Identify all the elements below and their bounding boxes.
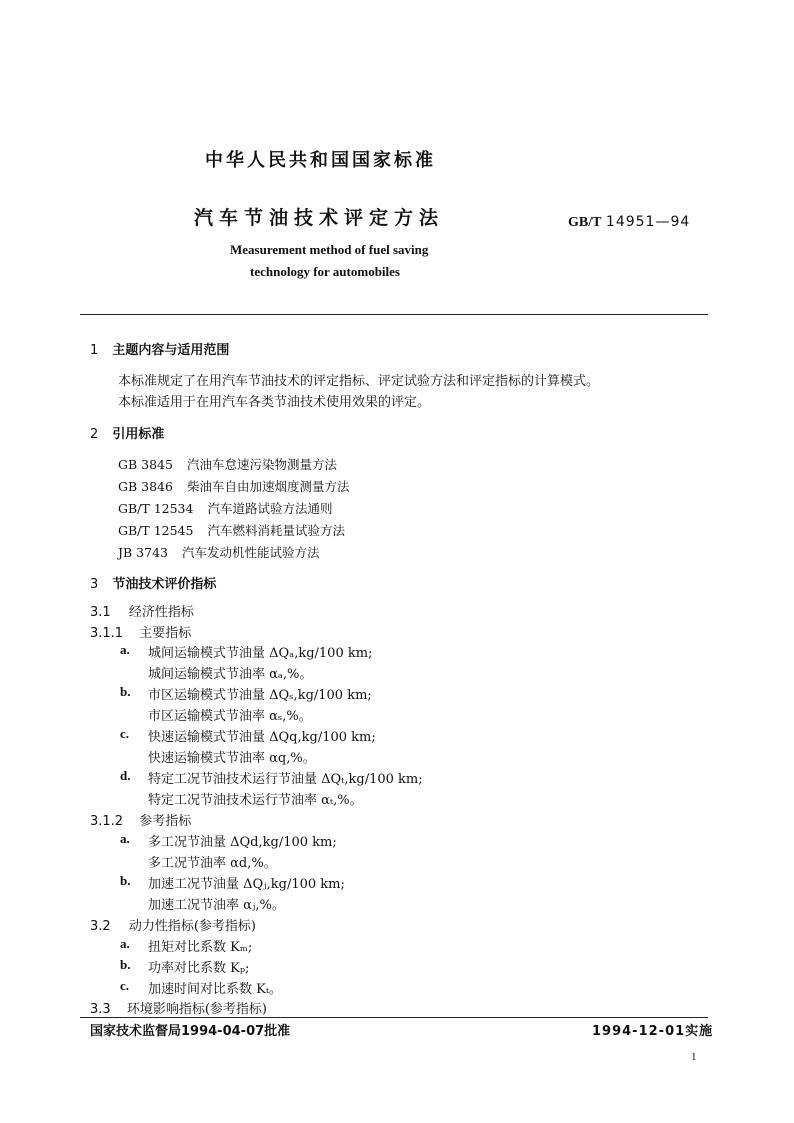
list-item-line: 市区运输模式节油量 ΔQₛ,kg/100 km;	[148, 688, 372, 703]
subsection-3-2-heading	[90, 915, 256, 934]
list-item-label: d.	[120, 768, 131, 783]
list-item-line: 扭矩对比系数 Kₘ;	[148, 940, 253, 955]
document-title-en-line1: Measurement method of fuel saving	[230, 242, 429, 257]
list-item-label: c.	[120, 726, 130, 741]
subsection-3-2-title: 动力性指标(参考指标)	[128, 919, 256, 934]
subsection-3-2-number: 3.2	[90, 919, 111, 934]
section-1-paragraph-2: 本标准适用于在用汽车各类节油技术使用效果的评定。	[118, 395, 431, 410]
list-item-line: 加速工况节油率 αⱼ,%。	[148, 898, 285, 913]
section-2-title: 引用标准	[112, 427, 165, 442]
list-item-line: 功率对比系数 Kₚ;	[148, 961, 250, 976]
list-item-line: 快速运输模式节油率 αq,%。	[148, 751, 316, 766]
reference-code: JB 3743	[118, 545, 168, 560]
section-3-title: 节油技术评价指标	[112, 577, 217, 592]
list-item-label: c.	[120, 978, 130, 993]
reference-code: GB 3846	[118, 479, 173, 494]
subsection-3-1-2-number: 3.1.2	[90, 814, 124, 829]
reference-item	[118, 499, 332, 517]
reference-name: 汽车道路试验方法通则	[207, 501, 333, 516]
standard-code-prefix: GB/T	[568, 215, 602, 230]
list-item-label: a.	[120, 831, 130, 846]
effective-date: 1994-12-01实施	[592, 1024, 714, 1039]
list-item-label: a.	[120, 642, 130, 657]
list-item-line: 多工况节油率 αd,%。	[148, 856, 277, 871]
reference-item	[118, 543, 319, 561]
list-item-line: 加速时间对比系数 Kₜ。	[148, 982, 283, 997]
list-item-line: 快速运输模式节油量 ΔQq,kg/100 km;	[148, 730, 376, 745]
section-1-paragraph-1: 本标准规定了在用汽车节油技术的评定指标、评定试验方法和评定指标的计算模式。	[118, 374, 600, 389]
list-item-line: 城间运输模式节油率 αₐ,%。	[148, 667, 313, 682]
section-2-number: 2	[90, 427, 99, 442]
reference-item	[118, 477, 349, 495]
document-title-cn: 汽车节油技术评定方法	[194, 207, 445, 229]
subsection-3-1-2-title: 参考指标	[139, 814, 192, 829]
list-item-line: 多工况节油量 ΔQd,kg/100 km;	[148, 835, 337, 850]
header-divider	[80, 314, 708, 315]
footer-divider	[80, 1017, 708, 1018]
page-number: 1	[691, 1051, 697, 1063]
subsection-3-3-heading	[90, 998, 267, 1017]
subsection-3-3-title: 环境影响指标(参考指标)	[126, 1002, 267, 1017]
section-1-title: 主题内容与适用范围	[112, 343, 230, 358]
subsection-3-1-1-heading	[90, 622, 191, 641]
approval-line: 国家技术监督局1994-04-07批准	[90, 1024, 291, 1039]
subsection-3-1-heading	[90, 601, 194, 620]
subsection-3-3-number: 3.3	[90, 1002, 111, 1017]
subsection-3-1-number: 3.1	[90, 605, 111, 620]
list-item-label: b.	[120, 957, 131, 972]
reference-code: GB 3845	[118, 457, 173, 472]
section-3-heading	[90, 573, 216, 592]
standard-code	[568, 214, 690, 231]
reference-item	[118, 521, 345, 539]
list-item-label: a.	[120, 936, 130, 951]
list-item-line: 城间运输模式节油量 ΔQₐ,kg/100 km;	[148, 646, 373, 661]
list-item-line: 市区运输模式节油率 αₛ,%。	[148, 709, 312, 724]
national-standard-heading: 中华人民共和国国家标准	[205, 150, 436, 171]
list-item-label: b.	[120, 684, 131, 699]
list-item-line: 特定工况节油技术运行节油率 αₜ,%。	[148, 793, 363, 808]
reference-item	[118, 455, 337, 473]
list-item-line: 加速工况节油量 ΔQⱼ,kg/100 km;	[148, 877, 345, 892]
subsection-3-1-1-number: 3.1.1	[90, 626, 124, 641]
reference-name: 汽油车怠速污染物测量方法	[186, 457, 337, 472]
subsection-3-1-title: 经济性指标	[128, 605, 194, 620]
standard-code-number: 14951—94	[605, 214, 691, 230]
section-2-heading	[90, 423, 164, 442]
section-3-number: 3	[90, 577, 99, 592]
subsection-3-1-2-heading	[90, 810, 191, 829]
section-1-heading	[90, 339, 229, 358]
reference-name: 柴油车自由加速烟度测量方法	[186, 479, 350, 494]
reference-code: GB/T 12534	[118, 501, 194, 516]
reference-name: 汽车发动机性能试验方法	[181, 545, 320, 560]
subsection-3-1-1-title: 主要指标	[139, 626, 192, 641]
list-item-line: 特定工况节油技术运行节油量 ΔQₜ,kg/100 km;	[148, 772, 423, 787]
document-title-en-line2: technology for automobiles	[250, 264, 400, 279]
reference-code: GB/T 12545	[118, 523, 194, 538]
section-1-number: 1	[90, 343, 99, 358]
reference-name: 汽车燃料消耗量试验方法	[207, 523, 345, 538]
list-item-label: b.	[120, 873, 131, 888]
